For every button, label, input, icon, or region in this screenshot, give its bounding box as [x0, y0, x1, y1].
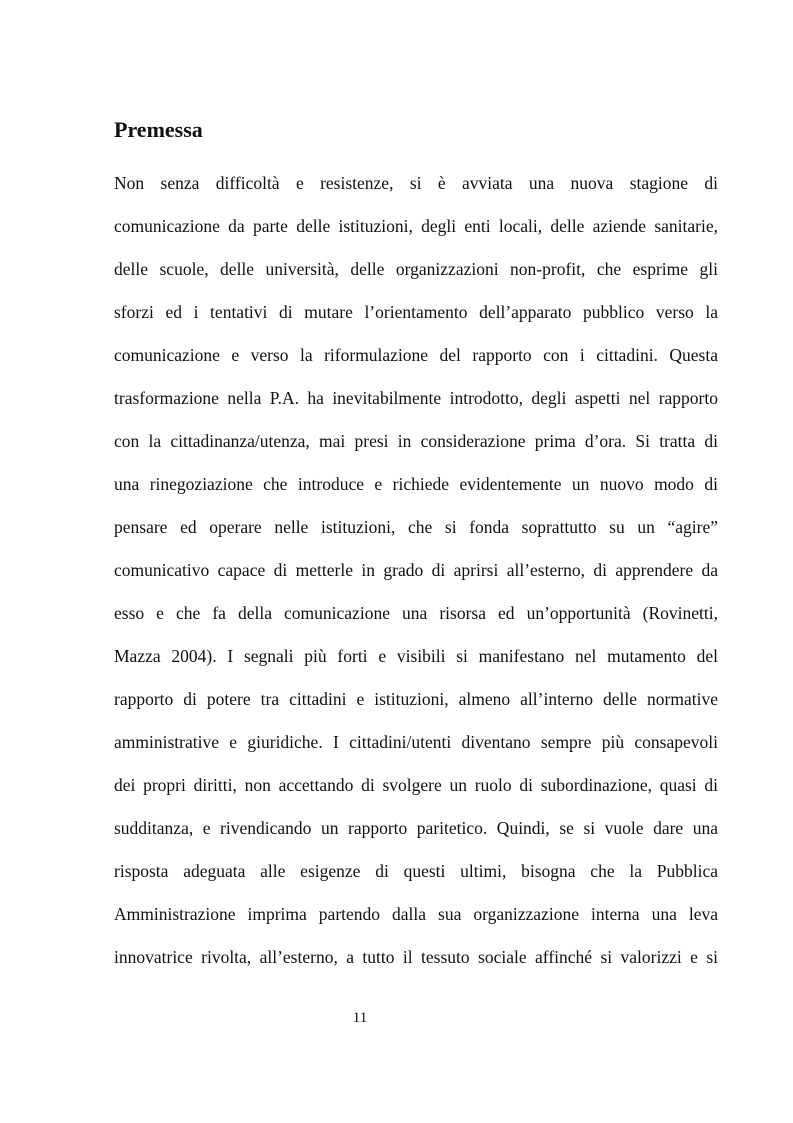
paragraph-line: innovatrice rivolta, all’esterno, a tutto il tessuto sociale affinché si valorizzi e si: [114, 947, 718, 967]
paragraph-line: con la cittadinanza/utenza, mai presi in considerazione prima d’ora. Si tratta di: [114, 431, 718, 451]
paragraph-line: una rinegoziazione che introduce e richiede evidentemente un nuovo modo di: [114, 474, 718, 494]
paragraph-line: comunicazione da parte delle istituzioni, degli enti locali, delle aziende sanitarie,: [114, 216, 718, 236]
paragraph-line: Non senza difficoltà e resistenze, si è avviata una nuova stagione di: [114, 173, 718, 193]
paragraph-line: sforzi ed i tentativi di mutare l’orientamento dell’apparato pubblico verso la: [114, 302, 718, 322]
paragraph-line: trasformazione nella P.A. ha inevitabilmente introdotto, degli aspetti nel rapporto: [114, 388, 718, 408]
paragraph-line: rapporto di potere tra cittadini e istituzioni, almeno all’interno delle normative: [114, 689, 718, 709]
paragraph-line: esso e che fa della comunicazione una risorsa ed un’opportunità (Rovinetti,: [114, 603, 718, 623]
paragraph-line: sudditanza, e rivendicando un rapporto paritetico. Quindi, se si vuole dare una: [114, 818, 718, 838]
paragraph-line: pensare ed operare nelle istituzioni, che si fonda soprattutto su un “agire”: [114, 517, 718, 537]
paragraph-line: dei propri diritti, non accettando di svolgere un ruolo di subordinazione, quasi di: [114, 775, 718, 795]
paragraph-line: comunicativo capace di metterle in grado di aprirsi all’esterno, di apprendere da: [114, 560, 718, 580]
paragraph-line: comunicazione e verso la riformulazione del rapporto con i cittadini. Questa: [114, 345, 718, 365]
body-paragraph: [114, 168, 718, 985]
paragraph-line: Mazza 2004). I segnali più forti e visibili si manifestano nel mutamento del: [114, 646, 718, 666]
paragraph-line: risposta adeguata alle esigenze di questi ultimi, bisogna che la Pubblica: [114, 861, 718, 881]
paragraph-line: delle scuole, delle università, delle organizzazioni non-profit, che esprime gli: [114, 259, 718, 279]
paragraph-line: Amministrazione imprima partendo dalla sua organizzazione interna una leva: [114, 904, 718, 924]
page-number: 11: [352, 1010, 368, 1026]
section-heading: Premessa: [114, 117, 203, 142]
paragraph-line: amministrative e giuridiche. I cittadini/utenti diventano sempre più consapevoli: [114, 732, 718, 752]
